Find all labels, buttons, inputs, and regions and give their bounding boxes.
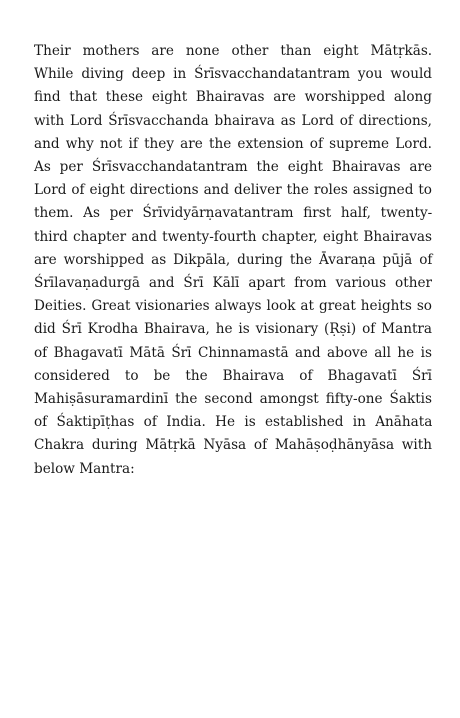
- text-line: Chakra during Mātṛkā Nyāsa of Mahāṣoḍhānyāsa with: [34, 437, 432, 454]
- text-line: Śrīlavaṇadurgā and Śrī Kālī apart from various other: [34, 275, 432, 292]
- text-line: did Śrī Krodha Bhairava, he is visionary (Ṛṣi) of Mantra: [34, 321, 433, 338]
- body-paragraph: [34, 40, 432, 481]
- text-line: with Lord Śrīsvacchanda bhairava as Lord of directions,: [34, 112, 432, 129]
- text-line: considered to be the Bhairava of Bhagavatī Śrī: [34, 367, 432, 384]
- text-line: As per Śrīsvacchandatantram the eight Bhairavas are: [34, 159, 432, 176]
- text-line: them. As per Śrīvidyārṇavatantram first half, twenty-: [34, 205, 433, 222]
- text-line: below Mantra:: [34, 460, 135, 477]
- text-line: of Śaktipīṭhas of India. He is established in Anāhata: [34, 414, 433, 431]
- text-line: While diving deep in Śrīsvacchandatantram you would: [34, 66, 432, 83]
- text-line: of Bhagavatī Mātā Śrī Chinnamastā and above all he is: [34, 344, 432, 361]
- text-line: and why not if they are the extension of supreme Lord.: [34, 135, 432, 152]
- text-line: Deities. Great visionaries always look at great heights so: [34, 298, 432, 315]
- text-line: Mahiṣāsuramardinī the second amongst fifty-one Śaktis: [34, 391, 432, 408]
- text-line: Their mothers are none other than eight Mātṛkās.: [34, 43, 433, 59]
- text-line: are worshipped as Dikpāla, during the Āvaraṇa pūjā of: [34, 251, 433, 268]
- text-line: Lord of eight directions and deliver the roles assigned to: [34, 182, 432, 199]
- text-line: third chapter and twenty-fourth chapter, eight Bhairavas: [34, 228, 432, 245]
- text-line: find that these eight Bhairavas are worshipped along: [34, 89, 432, 106]
